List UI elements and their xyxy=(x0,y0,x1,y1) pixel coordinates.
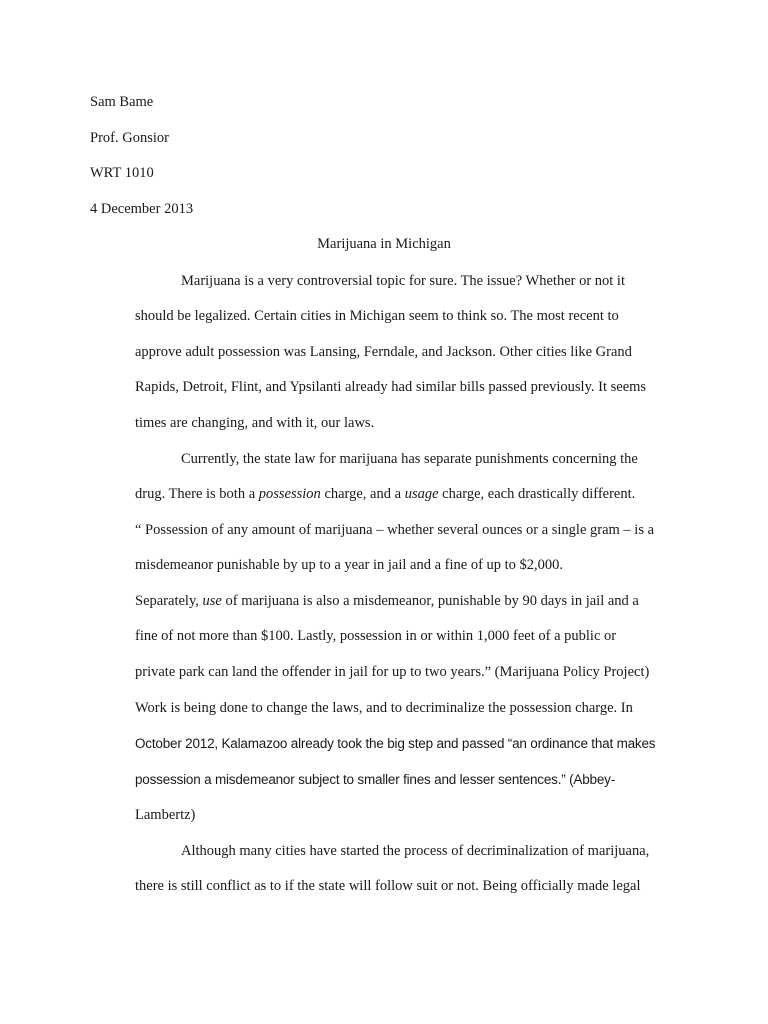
paragraph-line: approve adult possession was Lansing, Ferndale, and Jackson. Other cities like Grand xyxy=(135,344,632,360)
paragraph-line: Work is being done to change the laws, and to decriminalize the possession charge. In xyxy=(135,700,633,716)
emphasis-usage: usage xyxy=(404,486,439,502)
emphasis-use: use xyxy=(202,593,222,609)
quote-line xyxy=(135,592,639,610)
author-name: Sam Bame xyxy=(90,94,154,110)
quote-line: misdemeanor punishable by up to a year in jail and a fine of up to $2,000. xyxy=(135,557,564,573)
paragraph-line: should be legalized. Certain cities in Michigan seem to think so. The most recent to xyxy=(135,308,619,324)
document-date: 4 December 2013 xyxy=(90,201,194,217)
text-run: charge, and a xyxy=(320,486,405,502)
paragraph-line: possession a misdemeanor subject to smaller fines and lesser sentences.” (Abbey- xyxy=(135,772,615,787)
emphasis-possession: possession xyxy=(258,486,321,502)
course-code: WRT 1010 xyxy=(90,165,154,181)
paragraph-line: Although many cities have started the process of decriminalization of marijuana, xyxy=(181,843,650,859)
paragraph-line xyxy=(135,485,635,503)
paragraph-line: Marijuana is a very controversial topic for sure. The issue? Whether or not it xyxy=(181,273,625,289)
paragraph-line: times are changing, and with it, our laws. xyxy=(135,415,375,431)
text-run: of marijuana is also a misdemeanor, punishable by 90 days in jail and a xyxy=(221,593,639,609)
quote-line: “ Possession of any amount of marijuana – whether several ounces or a single gram – is a xyxy=(135,522,655,538)
text-run: Separately, xyxy=(135,593,203,609)
paragraph-line: Rapids, Detroit, Flint, and Ypsilanti already had similar bills passed previously. It seems xyxy=(135,379,647,395)
document-title: Marijuana in Michigan xyxy=(317,236,451,252)
paragraph-line: Currently, the state law for marijuana has separate punishments concerning the xyxy=(181,451,638,467)
paragraph-line: there is still conflict as to if the state will follow suit or not. Being officially made legal xyxy=(135,878,641,894)
paragraph-line: October 2012, Kalamazoo already took the big step and passed “an ordinance that makes xyxy=(135,736,656,751)
text-run: drug. There is both a xyxy=(135,486,259,502)
quote-line: private park can land the offender in jail for up to two years.” (Marijuana Policy Project) xyxy=(135,664,650,680)
paragraph-line: Lambertz) xyxy=(135,807,196,823)
professor-name: Prof. Gonsior xyxy=(90,130,169,146)
quote-line: fine of not more than $100. Lastly, possession in or within 1,000 feet of a public or xyxy=(135,628,617,644)
text-run: charge, each drastically different. xyxy=(438,486,636,502)
